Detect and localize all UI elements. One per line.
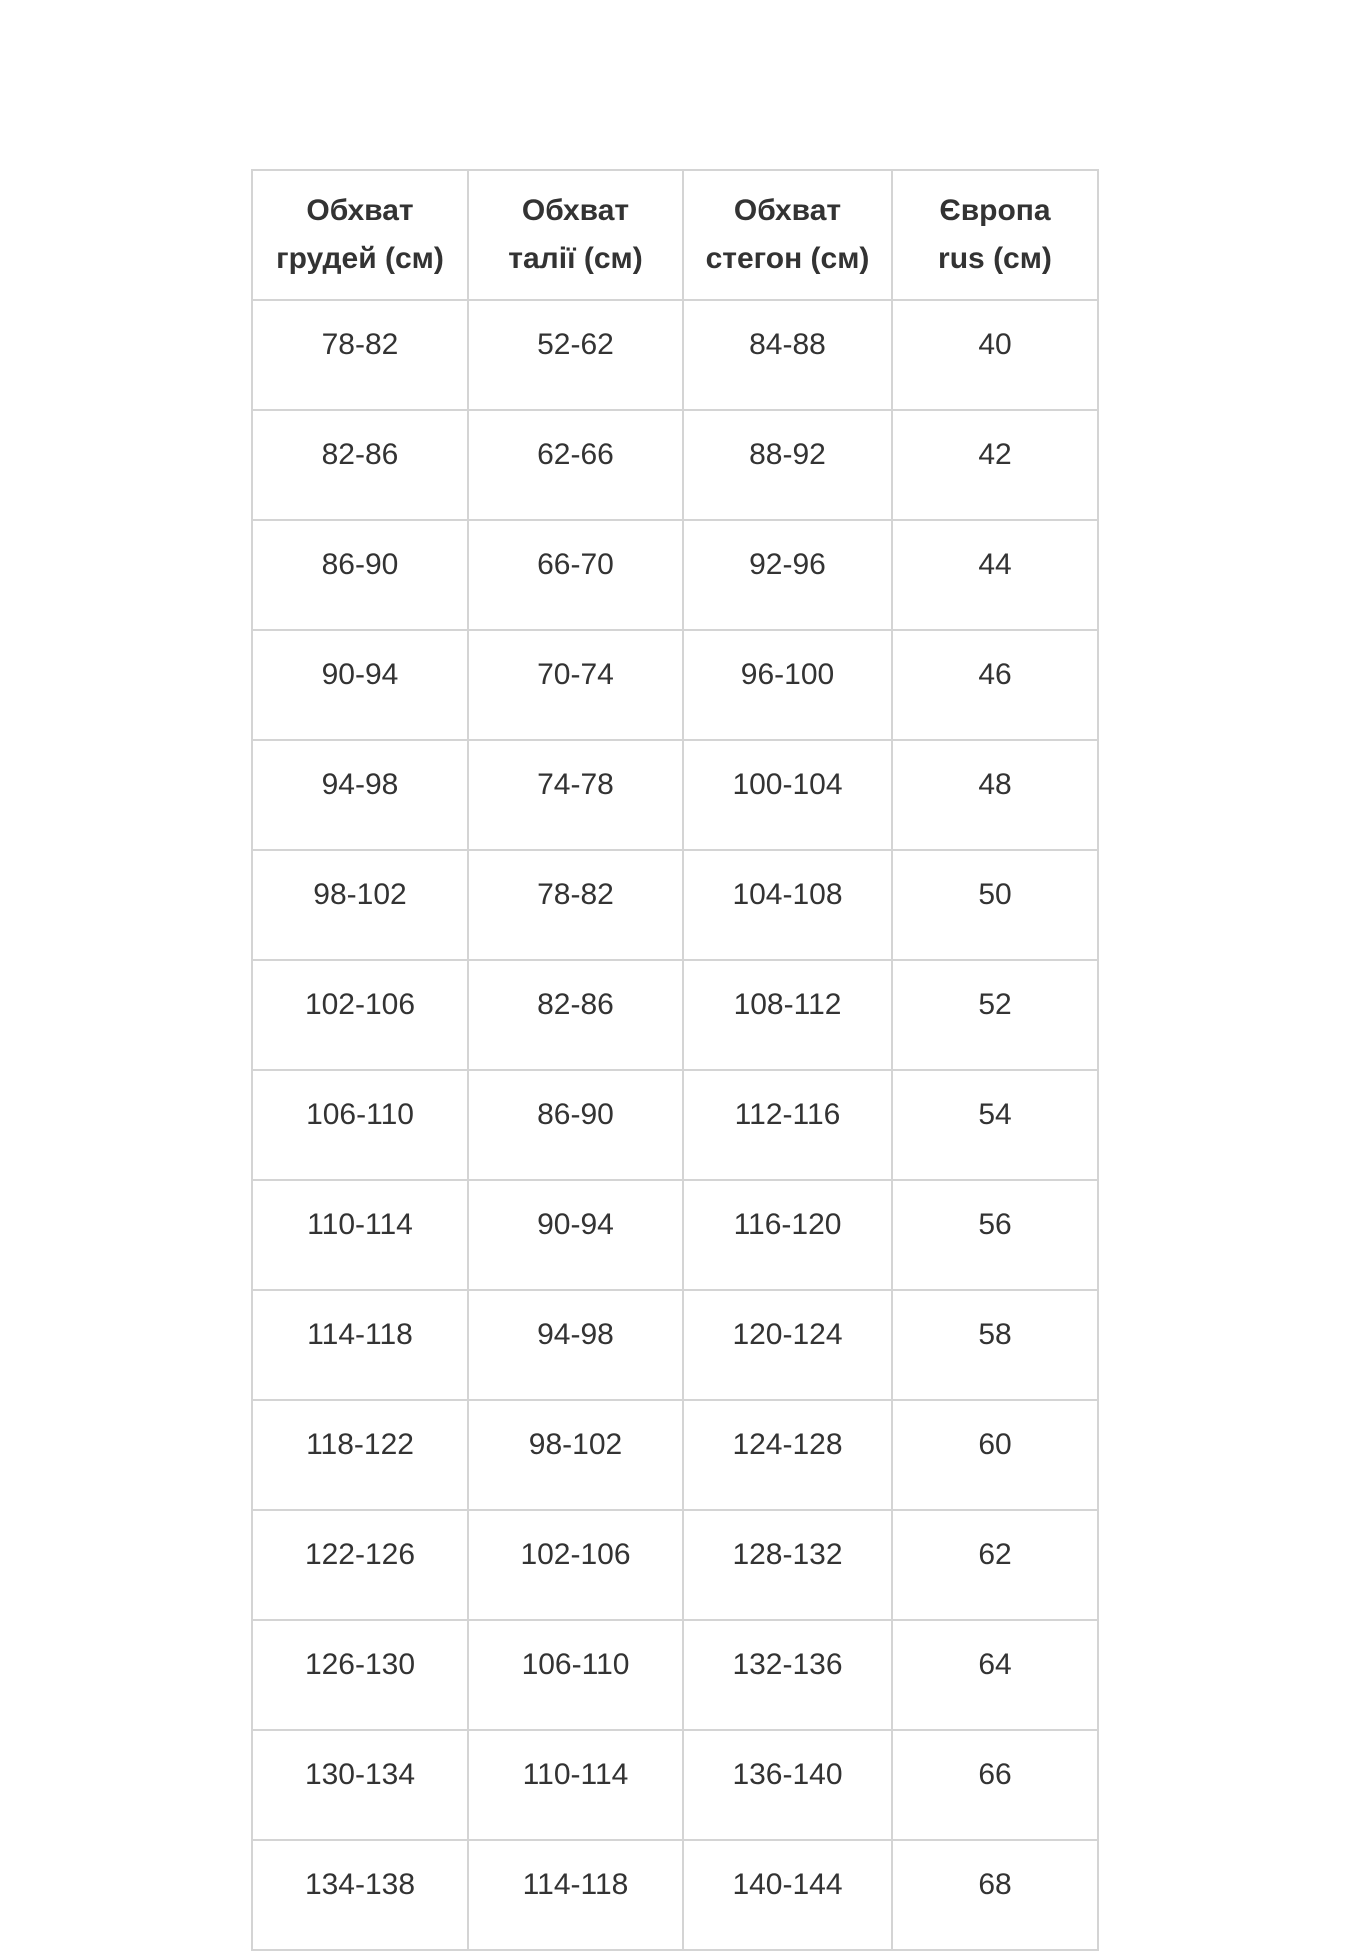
table-cell: 68 bbox=[892, 1840, 1098, 1950]
table-row bbox=[252, 850, 1098, 960]
table-cell: 84-88 bbox=[683, 300, 892, 410]
table-cell: 110-114 bbox=[468, 1730, 683, 1840]
table-cell: 90-94 bbox=[468, 1180, 683, 1290]
table-row bbox=[252, 1510, 1098, 1620]
table-row bbox=[252, 520, 1098, 630]
table-cell: 132-136 bbox=[683, 1620, 892, 1730]
table-row bbox=[252, 1180, 1098, 1290]
table-cell: 108-112 bbox=[683, 960, 892, 1070]
table-row bbox=[252, 960, 1098, 1070]
header-row bbox=[252, 170, 1098, 300]
table-cell: 62 bbox=[892, 1510, 1098, 1620]
table-cell: 114-118 bbox=[468, 1840, 683, 1950]
table-cell: 88-92 bbox=[683, 410, 892, 520]
table-cell: 74-78 bbox=[468, 740, 683, 850]
column-header-line2: талії (см) bbox=[508, 242, 643, 275]
table-row bbox=[252, 1840, 1098, 1950]
table-cell: 82-86 bbox=[252, 410, 468, 520]
table-cell: 40 bbox=[892, 300, 1098, 410]
table-cell: 92-96 bbox=[683, 520, 892, 630]
table-body bbox=[252, 300, 1098, 1950]
table-cell: 58 bbox=[892, 1290, 1098, 1400]
table-row bbox=[252, 630, 1098, 740]
table-cell: 130-134 bbox=[252, 1730, 468, 1840]
table-row bbox=[252, 1290, 1098, 1400]
table-cell: 110-114 bbox=[252, 1180, 468, 1290]
table-cell: 86-90 bbox=[468, 1070, 683, 1180]
table-row bbox=[252, 1400, 1098, 1510]
table-cell: 100-104 bbox=[683, 740, 892, 850]
table-cell: 134-138 bbox=[252, 1840, 468, 1950]
table-cell: 78-82 bbox=[468, 850, 683, 960]
table-cell: 106-110 bbox=[468, 1620, 683, 1730]
table-cell: 56 bbox=[892, 1180, 1098, 1290]
table-cell: 82-86 bbox=[468, 960, 683, 1070]
table-cell: 54 bbox=[892, 1070, 1098, 1180]
table-cell: 50 bbox=[892, 850, 1098, 960]
table-cell: 64 bbox=[892, 1620, 1098, 1730]
table-cell: 46 bbox=[892, 630, 1098, 740]
column-header-line1: Обхват bbox=[733, 194, 842, 227]
table-cell: 140-144 bbox=[683, 1840, 892, 1950]
size-chart-table bbox=[251, 169, 1099, 1951]
table-cell: 70-74 bbox=[468, 630, 683, 740]
table-cell: 86-90 bbox=[252, 520, 468, 630]
table-cell: 102-106 bbox=[252, 960, 468, 1070]
table-cell: 62-66 bbox=[468, 410, 683, 520]
table-cell: 66 bbox=[892, 1730, 1098, 1840]
column-header-europe-rus bbox=[892, 170, 1098, 300]
column-header-line1: Обхват bbox=[521, 194, 630, 227]
column-header-line2: грудей (см) bbox=[276, 242, 444, 275]
table-row bbox=[252, 1070, 1098, 1180]
table-cell: 90-94 bbox=[252, 630, 468, 740]
table-cell: 42 bbox=[892, 410, 1098, 520]
table-cell: 94-98 bbox=[468, 1290, 683, 1400]
table-cell: 118-122 bbox=[252, 1400, 468, 1510]
table-cell: 126-130 bbox=[252, 1620, 468, 1730]
table-row bbox=[252, 300, 1098, 410]
table-cell: 48 bbox=[892, 740, 1098, 850]
table-cell: 128-132 bbox=[683, 1510, 892, 1620]
table-row bbox=[252, 1620, 1098, 1730]
column-header-hips bbox=[683, 170, 892, 300]
column-header-waist bbox=[468, 170, 683, 300]
table-cell: 116-120 bbox=[683, 1180, 892, 1290]
table-cell: 44 bbox=[892, 520, 1098, 630]
table-cell: 60 bbox=[892, 1400, 1098, 1510]
table-cell: 136-140 bbox=[683, 1730, 892, 1840]
column-header-chest bbox=[252, 170, 468, 300]
table-cell: 78-82 bbox=[252, 300, 468, 410]
column-header-line2: rus (см) bbox=[938, 242, 1052, 275]
column-header-line2: стегон (см) bbox=[705, 242, 870, 275]
table-cell: 66-70 bbox=[468, 520, 683, 630]
table-cell: 112-116 bbox=[683, 1070, 892, 1180]
table-cell: 104-108 bbox=[683, 850, 892, 960]
table-cell: 96-100 bbox=[683, 630, 892, 740]
table-row bbox=[252, 1730, 1098, 1840]
table-cell: 120-124 bbox=[683, 1290, 892, 1400]
table-cell: 122-126 bbox=[252, 1510, 468, 1620]
table-cell: 52-62 bbox=[468, 300, 683, 410]
table-row bbox=[252, 410, 1098, 520]
table-header bbox=[252, 170, 1098, 300]
table-cell: 52 bbox=[892, 960, 1098, 1070]
table-cell: 114-118 bbox=[252, 1290, 468, 1400]
table-cell: 102-106 bbox=[468, 1510, 683, 1620]
table-cell: 106-110 bbox=[252, 1070, 468, 1180]
column-header-line1: Обхват bbox=[306, 194, 414, 227]
table-cell: 94-98 bbox=[252, 740, 468, 850]
table-row bbox=[252, 740, 1098, 850]
table-cell: 124-128 bbox=[683, 1400, 892, 1510]
table-cell: 98-102 bbox=[252, 850, 468, 960]
table-cell: 98-102 bbox=[468, 1400, 683, 1510]
column-header-line1: Європа bbox=[939, 194, 1051, 227]
